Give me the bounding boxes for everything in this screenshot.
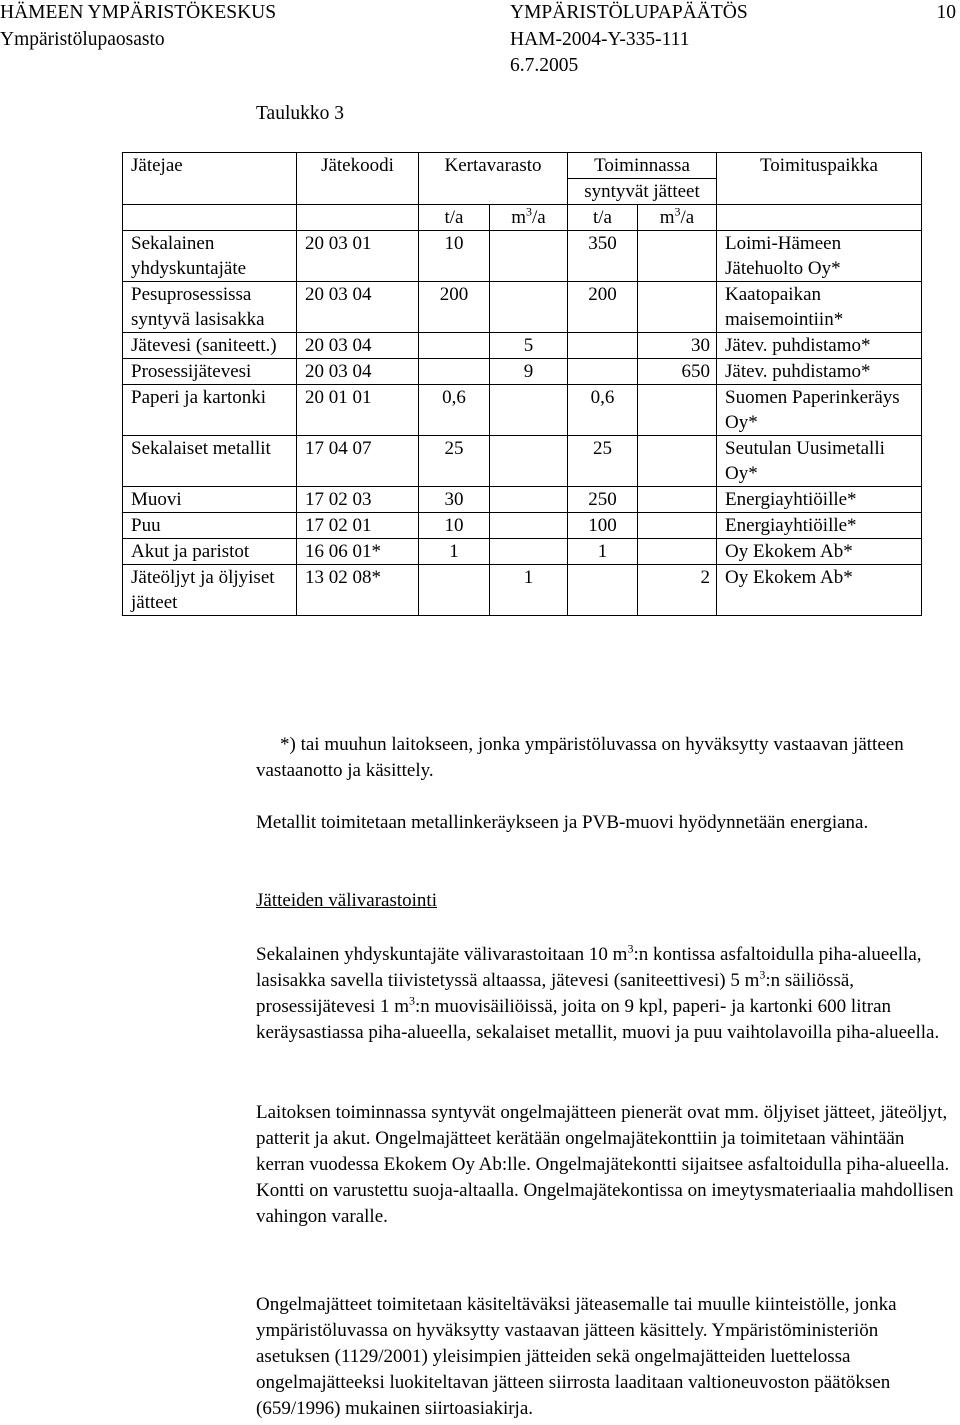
cell-jaetejae: Jäteöljyt ja öljyiset jätteet — [123, 565, 297, 616]
cell-kertavarasto-m3a — [490, 385, 568, 436]
cell-kertavarasto-ta: 200 — [419, 282, 490, 333]
header-toiminnassa — [568, 153, 717, 179]
cell-jatekoodi: 16 06 01* — [297, 539, 419, 565]
cell-jatekoodi: 20 01 01 — [297, 385, 419, 436]
cell-syntyvat-m3a: 30 — [638, 333, 717, 359]
header-jatekoodi: Jätekoodi — [297, 153, 419, 205]
unit-empty — [297, 205, 419, 231]
cell-jatekoodi: 20 03 04 — [297, 282, 419, 333]
header-kertavarasto: Kertavarasto — [419, 153, 568, 205]
cell-jatekoodi: 20 03 01 — [297, 231, 419, 282]
cell-syntyvat-m3a — [638, 487, 717, 513]
paragraph-valivarastointi — [256, 942, 954, 1046]
cell-jaetejae: Prosessijätevesi — [123, 359, 297, 385]
table-row — [123, 359, 922, 385]
cell-kertavarasto-ta: 10 — [419, 513, 490, 539]
cell-kertavarasto-ta — [419, 359, 490, 385]
cell-syntyvat-ta: 250 — [568, 487, 638, 513]
cell-kertavarasto-m3a — [490, 231, 568, 282]
cell-jaetejae: Jätevesi (saniteett.) — [123, 333, 297, 359]
table-row — [123, 385, 922, 436]
cell-toimituspaikka: Energiayhtiöille* — [717, 513, 922, 539]
cell-toimituspaikka: Energiayhtiöille* — [717, 487, 922, 513]
unit-m3-sup: 3 — [674, 204, 681, 219]
valivarastointi-part-4: :n muovisäiliöissä, joita on 9 kpl, paperi- ja kartonki 600 litran keräysastiassa piha-alueella, sekalaiset metallit, muovi ja puu vaihtolavoilla piha-alueella. — [256, 996, 940, 1043]
org-name: HÄMEEN YMPÄRISTÖKESKUS — [0, 2, 277, 23]
cell-jaetejae: Puu — [123, 513, 297, 539]
cell-syntyvat-ta: 25 — [568, 436, 638, 487]
footnote-text: *) tai muuhun laitokseen, jonka ympäristöluvassa on hyväksytty vastaavan jätteen vastaanotto ja käsittely. — [256, 734, 904, 781]
document-date: 6.7.2005 — [510, 55, 579, 76]
cell-jaetejae: Paperi ja kartonki — [123, 385, 297, 436]
cell-kertavarasto-m3a: 9 — [490, 359, 568, 385]
unit-empty — [717, 205, 922, 231]
valivarastointi-part-1: Sekalainen yhdyskuntajäte välivarastoitaan 10 m — [256, 944, 628, 965]
cell-kertavarasto-ta: 10 — [419, 231, 490, 282]
table-row — [123, 513, 922, 539]
cell-syntyvat-ta — [568, 565, 638, 616]
cell-toimituspaikka: Oy Ekokem Ab* — [717, 539, 922, 565]
cell-kertavarasto-ta — [419, 565, 490, 616]
superscript-3: 3 — [759, 967, 766, 982]
cell-toimituspaikka: Jätev. puhdistamo* — [717, 359, 922, 385]
header-line-2 — [0, 27, 960, 53]
cell-kertavarasto-ta — [419, 333, 490, 359]
table-header-row — [123, 153, 922, 179]
cell-kertavarasto-ta: 25 — [419, 436, 490, 487]
unit-sj-ta: t/a — [568, 205, 638, 231]
cell-syntyvat-m3a: 2 — [638, 565, 717, 616]
paragraph-metallit — [256, 810, 954, 836]
cell-jatekoodi: 17 04 07 — [297, 436, 419, 487]
unit-m3-text: m — [659, 207, 675, 228]
department: Ympäristölupaosasto — [0, 29, 165, 50]
document-type: YMPÄRISTÖLUPAPÄÄTÖS — [510, 2, 748, 23]
cell-toimituspaikka: Seutulan Uusimetalli Oy* — [717, 436, 922, 487]
cell-syntyvat-ta: 0,6 — [568, 385, 638, 436]
paragraph-metallit-text: Metallit toimitetaan metallinkeräykseen ja PVB-muovi hyödynnetään energiana. — [256, 812, 869, 833]
header-toiminnassa-line2: syntyvät jätteet — [568, 179, 717, 205]
waste-table — [122, 152, 922, 616]
cell-jatekoodi: 20 03 04 — [297, 359, 419, 385]
unit-empty — [123, 205, 297, 231]
unit-kv-ta: t/a — [419, 205, 490, 231]
cell-jaetejae: Pesuprosessissa syntyvä lasisakka — [123, 282, 297, 333]
cell-jaetejae: Muovi — [123, 487, 297, 513]
cell-toimituspaikka: Oy Ekokem Ab* — [717, 565, 922, 616]
cell-kertavarasto-ta: 30 — [419, 487, 490, 513]
heading-valivarastointi: Jätteiden välivarastointi — [256, 890, 437, 911]
cell-syntyvat-m3a — [638, 282, 717, 333]
cell-toimituspaikka: Jätev. puhdistamo* — [717, 333, 922, 359]
cell-jaetejae: Sekalainen yhdyskuntajäte — [123, 231, 297, 282]
paragraph-kasittely — [256, 1292, 954, 1422]
unit-sj-m3a — [638, 205, 717, 231]
cell-syntyvat-m3a — [638, 231, 717, 282]
cell-jatekoodi: 17 02 03 — [297, 487, 419, 513]
cell-syntyvat-ta: 350 — [568, 231, 638, 282]
cell-kertavarasto-m3a: 5 — [490, 333, 568, 359]
cell-jaetejae: Akut ja paristot — [123, 539, 297, 565]
header-toiminnassa-line1: Toiminnassa — [594, 155, 690, 176]
table-row — [123, 487, 922, 513]
cell-syntyvat-ta — [568, 359, 638, 385]
unit-m3-text: m — [511, 207, 527, 228]
section-heading — [256, 888, 954, 914]
table-row — [123, 282, 922, 333]
cell-syntyvat-m3a — [638, 436, 717, 487]
cell-toimituspaikka: Loimi-Hämeen Jätehuolto Oy* — [717, 231, 922, 282]
cell-jaetejae: Sekalaiset metallit — [123, 436, 297, 487]
cell-syntyvat-ta: 200 — [568, 282, 638, 333]
cell-kertavarasto-ta: 0,6 — [419, 385, 490, 436]
table-row — [123, 539, 922, 565]
cell-syntyvat-ta: 100 — [568, 513, 638, 539]
table-row — [123, 231, 922, 282]
footnote — [256, 732, 954, 784]
table-caption: Taulukko 3 — [256, 103, 344, 124]
unit-kv-m3a — [490, 205, 568, 231]
cell-kertavarasto-m3a — [490, 513, 568, 539]
cell-syntyvat-ta: 1 — [568, 539, 638, 565]
cell-toimituspaikka: Suomen Paperinkeräys Oy* — [717, 385, 922, 436]
cell-jatekoodi: 13 02 08* — [297, 565, 419, 616]
header-line-1 — [0, 0, 960, 26]
header-jaetejae: Jätejae — [123, 153, 297, 205]
paragraph-valivarastointi-text — [256, 942, 954, 1046]
table-row — [123, 565, 922, 616]
table-row — [123, 333, 922, 359]
paragraph-ongelmajatteet — [256, 1100, 954, 1230]
unit-m3-post: /a — [532, 207, 546, 228]
cell-kertavarasto-ta: 1 — [419, 539, 490, 565]
cell-syntyvat-ta — [568, 333, 638, 359]
cell-kertavarasto-m3a — [490, 487, 568, 513]
cell-jatekoodi: 20 03 04 — [297, 333, 419, 359]
superscript-3: 3 — [627, 941, 634, 956]
cell-toimituspaikka: Kaatopaikan maisemointiin* — [717, 282, 922, 333]
table-unit-row — [123, 205, 922, 231]
cell-kertavarasto-m3a — [490, 282, 568, 333]
cell-syntyvat-m3a — [638, 539, 717, 565]
cell-kertavarasto-m3a — [490, 539, 568, 565]
superscript-3: 3 — [409, 993, 416, 1008]
cell-kertavarasto-m3a: 1 — [490, 565, 568, 616]
cell-syntyvat-m3a: 650 — [638, 359, 717, 385]
document-id: HAM-2004-Y-335-111 — [510, 29, 690, 50]
header-toimituspaikka: Toimituspaikka — [717, 153, 922, 205]
cell-syntyvat-m3a — [638, 513, 717, 539]
valivarastointi-part-2: :n kontissa asfaltoidulla piha-alueella, lasisakka savella tiivistetyssä altaassa, jätevesi (saniteettivesi) 5 m — [256, 944, 922, 991]
page-number: 10 — [936, 2, 956, 23]
paragraph-ongelmajatteet-text: Laitoksen toiminnassa syntyvät ongelmajätteen pienerät ovat mm. öljyiset jätteet, jäteöljyt, patterit ja akut. Ongelmajätteet kerätään ongelmajätekonttiin ja toimitetaan vähintään kerran vuodessa Ekokem Oy Ab:lle. Ongelmajätekontti sijaitsee asfaltoidulla piha-alueella. Kontti on varustettu suoja-altaalla. Ongelmajätekontissa on imeytysmateriaalia mahdollisen vahingon varalle. — [256, 1102, 954, 1227]
paragraph-kasittely-text: Ongelmajätteet toimitetaan käsiteltäväksi jäteasemalle tai muulle kiinteistölle, jonka ympäristöluvassa on hyväksytty vastaavan jätteen käsittely. Ympäristöministeriön asetuksen (1129/2001) yleisimpien jätteiden sekä ongelmajätteiden luettelossa ongelmajätteeksi luokiteltavan jätteen siirrosta laaditaan valtioneuvoston päätöksen (659/1996) mukainen siirtoasiakirja. — [256, 1294, 897, 1419]
valivarastointi-part-3: :n säiliössä, prosessijätevesi 1 m — [256, 970, 855, 1017]
unit-m3-post: /a — [680, 207, 695, 228]
cell-syntyvat-m3a — [638, 385, 717, 436]
cell-jatekoodi: 17 02 01 — [297, 513, 419, 539]
unit-m3-sup: 3 — [526, 204, 533, 219]
cell-kertavarasto-m3a — [490, 436, 568, 487]
table-row — [123, 436, 922, 487]
header-line-3 — [0, 53, 960, 79]
